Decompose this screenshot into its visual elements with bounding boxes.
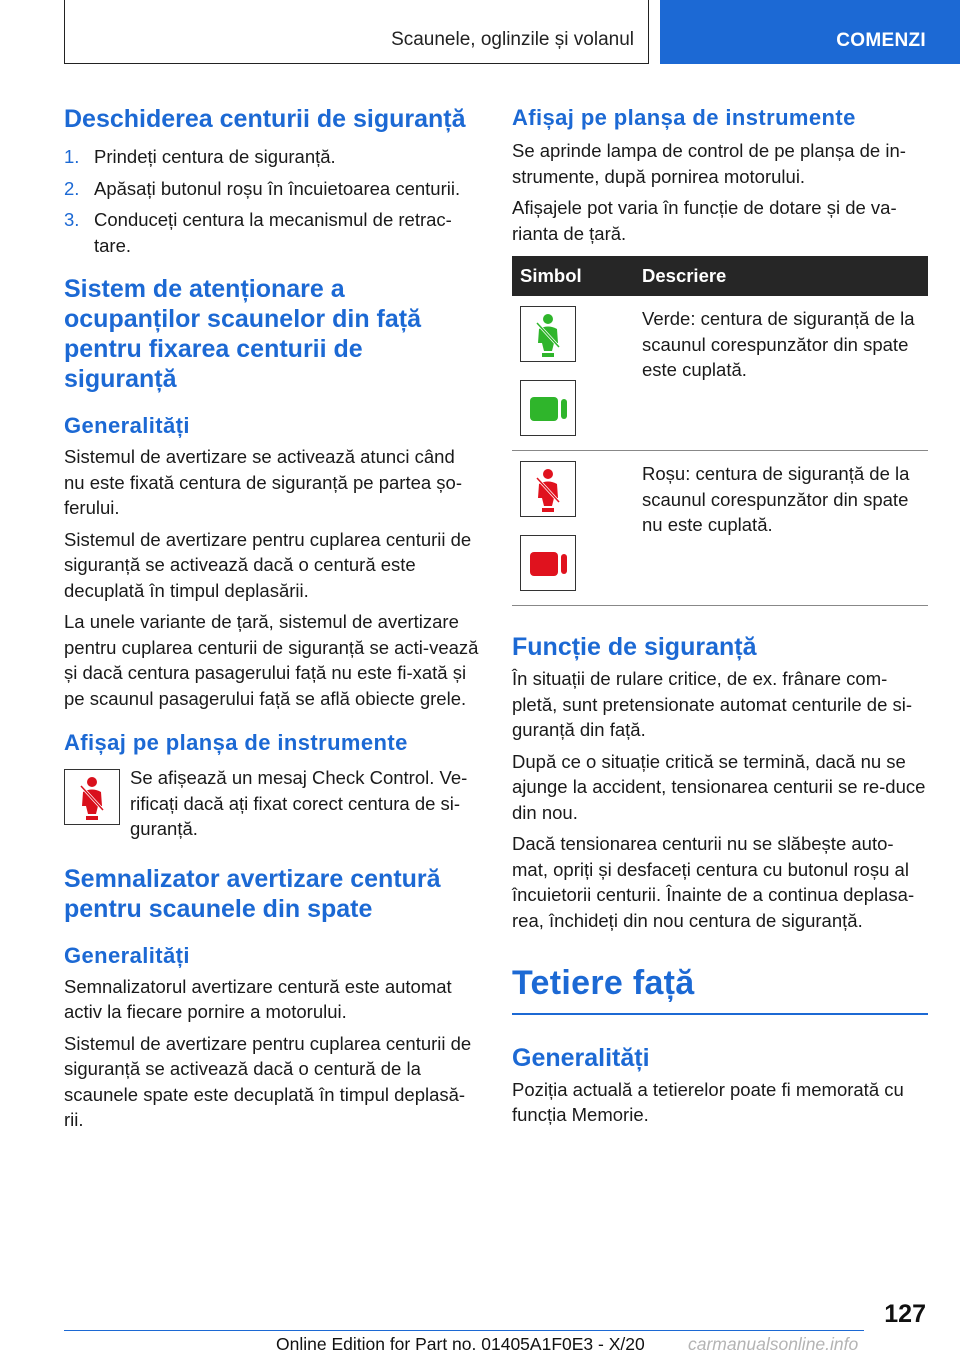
paragraph: Afișajele pot varia în funcție de dotare și de va-rianta de țară. xyxy=(512,197,897,244)
seatbelt-green-icon xyxy=(520,306,576,362)
paragraph: Sistemul de avertizare pentru cuplarea centurii de siguranță se activează dacă o centură de la scaunele spate este decuplată în timpul deplasă-rii. xyxy=(64,1032,472,1130)
heading-display: Afișaj pe planșa de instrumente xyxy=(512,105,856,130)
footer-edition: Online Edition for Part no. 01405A1F0E3 - X/20 xyxy=(276,1334,645,1354)
heading-general: Generalități xyxy=(512,1043,650,1072)
paragraph: După ce o situație critică se termină, dacă nu se ajunge la accident, tensionarea centurii se re-duce din nou. xyxy=(512,750,926,823)
step-number: 1. xyxy=(64,146,80,167)
column-header-description: Descriere xyxy=(634,256,928,296)
paragraph: Sistemul de avertizare pentru cuplarea centurii de siguranță se activează dacă o centură este decuplată în timpul deplasării. xyxy=(64,528,472,601)
heading-safety-function: Funcție de siguranță xyxy=(512,633,757,661)
header-section-box xyxy=(64,0,649,64)
seatbelt-red-icon xyxy=(520,461,576,517)
description-cell xyxy=(634,451,928,606)
step-text: Prindeți centura de siguranță. xyxy=(94,146,336,167)
table-row xyxy=(512,296,928,451)
header-section-title: Scaunele, oglinzile și volanul xyxy=(391,29,634,50)
heading-display: Afișaj pe planșa de instrumente xyxy=(64,730,408,755)
paragraph: Sistemul de avertizare se activează atunci când nu este fixată centura de siguranță pe partea șo-ferului. xyxy=(64,446,463,518)
paragraph: Dacă tensionarea centurii nu se slăbește auto-mat, opriți și desfaceți centura cu butonul roșu al încuietorii centurii. Înainte de a continua deplasa-rea, închideți din nou centura de siguranță. xyxy=(512,833,915,931)
heading-headrests: Tetiere față xyxy=(512,964,695,1002)
page-number: 127 xyxy=(884,1300,926,1328)
list-item xyxy=(64,144,480,170)
list-item xyxy=(64,207,480,258)
heading-open-seatbelt: Deschiderea centurii de siguranță xyxy=(64,105,466,133)
step-text: Conduceți centura la mecanismul de retrac-tare. xyxy=(94,209,452,256)
section-divider xyxy=(512,1013,928,1015)
list-item xyxy=(64,176,480,202)
left-column xyxy=(64,100,480,1133)
description-text: Roșu: centura de siguranță de la scaunul corespunzător din spate nu este cuplată. xyxy=(642,463,910,535)
paragraph: La unele variante de țară, sistemul de avertizare pentru cuplarea centurii de siguranță se acti-vează și dacă centura pasagerului față nu este fi-xată și pe scaunul pasagerului față se află obiecte grele. xyxy=(64,611,479,709)
step-number: 3. xyxy=(64,209,80,230)
right-column xyxy=(512,100,928,1128)
step-number: 2. xyxy=(64,177,80,199)
heading-general: Generalități xyxy=(64,413,190,438)
header-chapter-tab[interactable] xyxy=(660,0,960,64)
table-header-row xyxy=(512,256,928,296)
symbol-table xyxy=(512,256,928,606)
heading-general: Generalități xyxy=(64,942,190,968)
symbol-cell xyxy=(512,296,634,451)
paragraph: În situații de rulare critice, de ex. frânare com-pletă, sunt pretensionate automat centurile de si-guranță din față. xyxy=(512,668,913,740)
column-header-symbol: Simbol xyxy=(512,256,634,296)
heading-warning-system: Sistem de atenționare a ocupanților scaunelor din față pentru fixarea centurii de siguranță xyxy=(64,275,421,393)
seatbelt-warning-icon xyxy=(64,769,120,825)
description-cell xyxy=(634,296,928,451)
step-text: Apăsați butonul roșu în încuietoarea centurii. xyxy=(94,177,461,199)
paragraph: Poziția actuală a tetierelor poate fi memorată cu funcția Memorie. xyxy=(512,1078,904,1125)
symbol-cell xyxy=(512,451,634,606)
watermark: carmanualsonline.info xyxy=(688,1334,859,1354)
description-text: Verde: centura de siguranță de la scaunul corespunzător din spate este cuplată. xyxy=(642,308,915,380)
paragraph: Semnalizatorul avertizare centură este automat activ la fiecare pornire a motorului. xyxy=(64,975,452,1022)
rear-seat-green-indicator-icon xyxy=(520,380,576,436)
note-text: Se afișează un mesaj Check Control. Ve-rificați dacă ați fixat corect centura de si-guranță. xyxy=(130,767,468,839)
table-row xyxy=(512,451,928,606)
check-control-note xyxy=(64,765,480,842)
rear-seat-red-indicator-icon xyxy=(520,535,576,591)
footer-divider xyxy=(64,1330,864,1331)
steps-list xyxy=(64,144,480,258)
header-chapter-title: COMENZI xyxy=(836,30,926,51)
paragraph: Se aprinde lampa de control de pe planșa de in-strumente, după pornirea motorului. xyxy=(512,140,906,187)
heading-rear-warning: Semnalizator avertizare centură pentru scaunele din spate xyxy=(64,864,441,923)
